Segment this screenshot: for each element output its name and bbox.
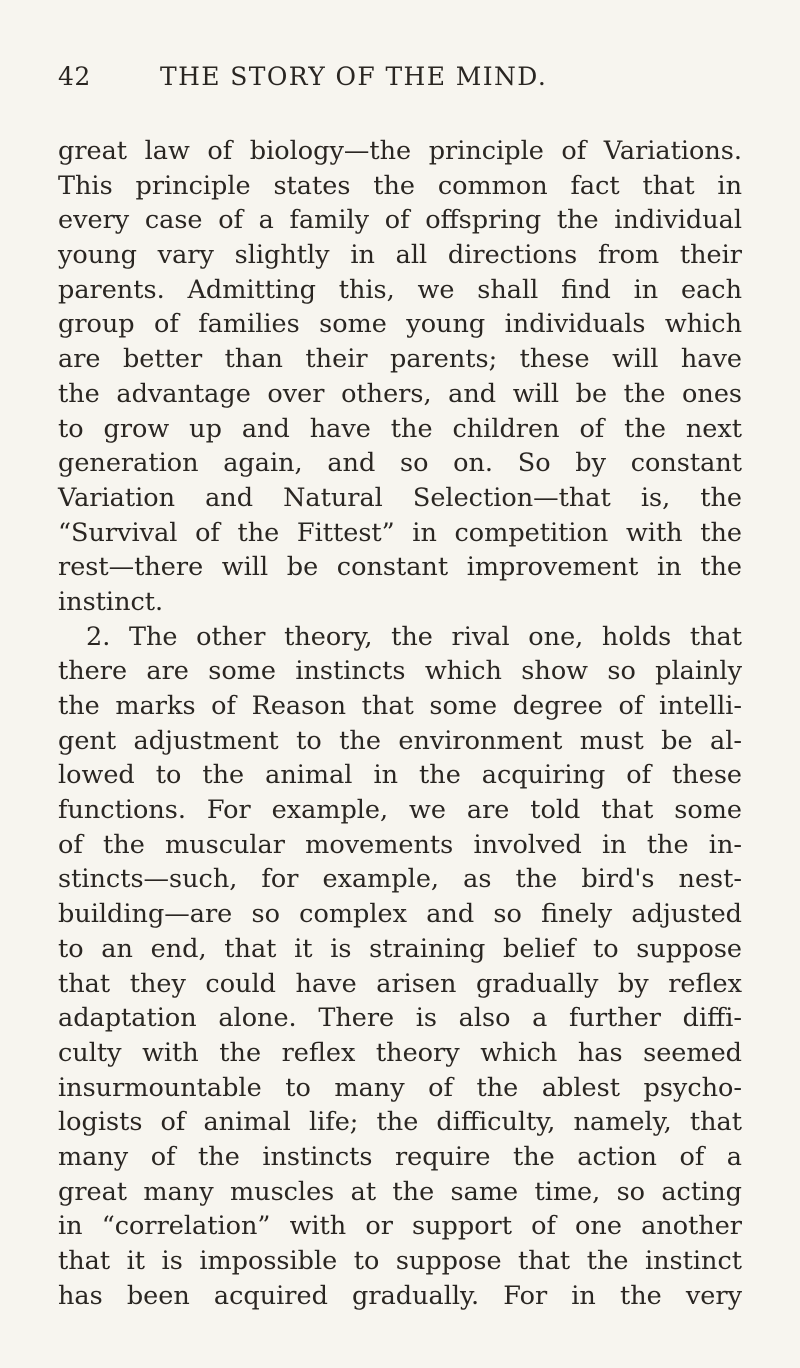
text-line: every case of a family of offspring the individual	[58, 205, 742, 236]
body-text	[58, 134, 742, 1313]
text-line: functions. For example, we are told that some	[58, 795, 742, 826]
text-line: great law of biology—the principle of Variations.	[58, 136, 742, 166]
text-line: adaptation alone. There is also a further diffi-	[58, 1003, 742, 1034]
text-line: that it is impossible to suppose that the instinct	[58, 1246, 742, 1276]
text-line: great many muscles at the same time, so acting	[58, 1176, 742, 1207]
text-line: gent adjustment to the environment must be al-	[58, 725, 742, 756]
text-line: in “correlation” with or support of one another	[58, 1211, 742, 1242]
text-line: generation again, and so on. So by constant	[58, 448, 742, 479]
text-line: there are some instincts which show so plainly	[58, 656, 742, 687]
text-line: logists of animal life; the difficulty, namely, that	[58, 1107, 742, 1138]
text-line: 2. The other theory, the rival one, holds that	[86, 621, 742, 652]
text-line: Variation and Natural Selection—that is, the	[58, 482, 742, 513]
text-line: This principle states the common fact that in	[58, 170, 742, 201]
text-line: parents. Admitting this, we shall find in each	[58, 274, 742, 305]
text-line: to an end, that it is straining belief to suppose	[58, 933, 742, 964]
text-line: stincts—such, for example, as the bird's nest-	[58, 864, 742, 895]
running-title: THE STORY OF THE MIND.	[160, 62, 548, 91]
page-number: 42	[58, 62, 91, 91]
text-line: the advantage over others, and will be the ones	[58, 378, 742, 409]
text-line: group of families some young individuals which	[58, 309, 742, 340]
text-line: “Survival of the Fittest” in competition with the	[58, 517, 742, 548]
text-line: young vary slightly in all directions from their	[58, 240, 742, 271]
text-line: culty with the reflex theory which has seemed	[58, 1037, 742, 1068]
text-line: that they could have arisen gradually by reflex	[58, 968, 742, 999]
text-line: of the muscular movements involved in the in-	[58, 829, 742, 860]
running-head	[58, 62, 742, 96]
text-line: insurmountable to many of the ablest psycho-	[58, 1072, 742, 1103]
text-line: has been acquired gradually. For in the very	[58, 1280, 742, 1311]
text-line: rest—there will be constant improvement in the	[58, 552, 742, 583]
text-line: the marks of Reason that some degree of intelli-	[58, 691, 742, 721]
text-line: lowed to the animal in the acquiring of these	[58, 760, 742, 791]
text-line: are better than their parents; these will have	[58, 344, 742, 375]
text-line: to grow up and have the children of the next	[58, 413, 742, 444]
text-line: building—are so complex and so finely adjusted	[58, 899, 742, 930]
text-line: instinct.	[58, 586, 164, 617]
text-line: many of the instincts require the action of a	[58, 1141, 742, 1172]
